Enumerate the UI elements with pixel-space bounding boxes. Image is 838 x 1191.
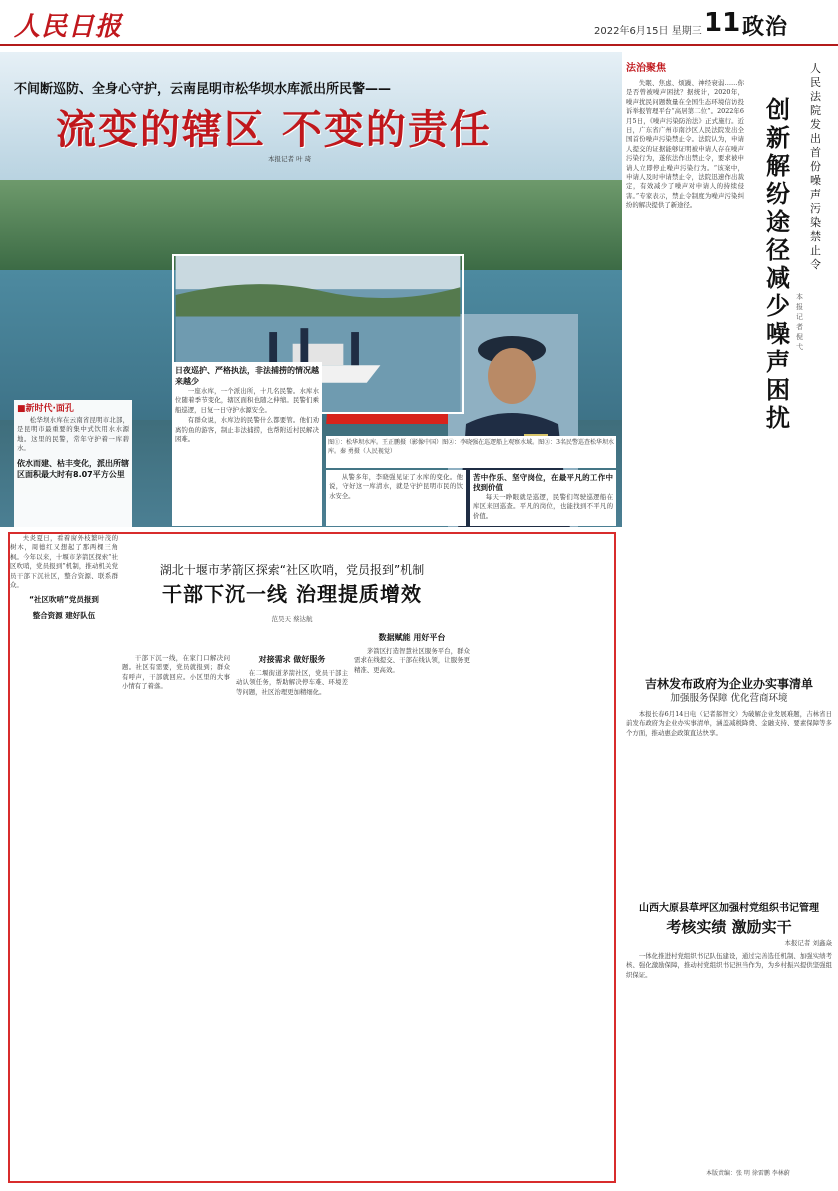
community-body: 干部下沉一线，在家门口解决问题。社区有需要，党员就报到；群众有呼声，干部就回应。小区里的大事小情有了着落。	[122, 654, 230, 691]
page-number: 11	[704, 8, 741, 38]
shanxi-story	[626, 902, 832, 1187]
newspaper-logo: 人民日报	[14, 12, 123, 42]
community-column-b	[236, 654, 348, 1174]
rule-of-law-body: 失眠、焦虑、烦躁、神经衰弱……你是否曾被噪声困扰？据统计，2020年，噪声扰民问题数量在全国生态环境信访投诉举报管理平台“高居第二位”。2022年6月5日，《噪声污染防治法》正式施行。近日，广东省广州市南沙区人民法院发出全国首份噪声污染禁止令。法院认为，申请人提交的证据能够证明被申请人存在噪声污染行为，遂依法作出禁止令，要求被申请人立即停止噪声污染行为。“该案中，申请人及时申请禁止令，法院迅速作出裁定，有效减少了噪声对申请人的持续侵害。”专家表示，禁止令制度为噪声污染纠纷的解决提供了新途径。	[626, 79, 744, 210]
feature-paragraph: 一座水库，一个派出所，十几名民警。水库水位随着季节变化，辖区面积也随之伸缩。民警们乘船巡逻，日复一日守护水源安全。	[175, 387, 319, 414]
feature-column-3	[326, 470, 466, 526]
rule-of-law-byline: 本报记者 倪 弋	[796, 293, 803, 351]
feature-column-1	[14, 400, 132, 527]
jilin-body-wrap	[626, 710, 832, 830]
shanxi-body: 一体化推进村党组织书记队伍建设，通过完善选任机制、加强实绩考核、强化激励保障，推动村党组织书记担当作为，为乡村振兴提供坚强组织保证。	[626, 952, 832, 979]
community-mid-subhead: 对接需求 做好服务	[258, 655, 326, 664]
community-byline: 范昊天 蔡达航	[271, 615, 313, 623]
jilin-story	[626, 676, 832, 856]
rule-of-law-tag: 法治聚焦	[626, 63, 666, 74]
community-title: 干部下沉一线 治理提质增效	[162, 582, 422, 606]
feature-subhead-1: ■新时代·面孔	[17, 404, 74, 414]
feature-paragraph: 从警多年，李晓强见证了水库的变化。他说，守好这一库清水，就是守护昆明市民的饮水安全。	[329, 473, 463, 500]
feature-paragraph: 有群众说，水库边的民警什么都要管。他们劝离钓鱼的游客，制止非法捕捞，也帮附近村民解决困难。	[175, 416, 319, 444]
community-governance-story	[8, 532, 616, 1183]
community-subhead-1: “社区吹哨”党员报到	[29, 595, 99, 605]
feature-byline: 本报记者 叶 琦	[268, 155, 312, 163]
community-right-subhead: 数据赋能 用好平台	[378, 633, 446, 642]
shanxi-title: 山西大原县草坪区加强村党组织书记管理	[639, 903, 819, 914]
feature-subhead-2: 依水而建、枯丰变化，派出所辖区面积最大时有8.07平方公里	[17, 458, 129, 479]
community-body: 茅箭区打造智慧社区服务平台，群众需求在线提交、干部在线认领，让服务更精准、更高效。	[354, 647, 470, 674]
community-column-a	[122, 654, 230, 1174]
feature-kicker: 不间断巡防、全身心守护，云南昆明市松华坝水库派出所民警——	[14, 82, 392, 97]
feature-subhead-3: 日夜巡护、严格执法，非法捕捞的情况越来越少	[175, 366, 319, 386]
rule-of-law-headline	[748, 62, 834, 662]
rule-of-law-title: 创新解纷途径 减少噪声困扰	[766, 96, 790, 432]
rule-of-law-story	[626, 62, 744, 664]
section-title: 政治	[742, 15, 789, 40]
masthead	[0, 0, 838, 46]
shanxi-byline: 本报记者 刘鑫焱	[784, 939, 832, 947]
jilin-subtitle: 加强服务保障 优化营商环境	[670, 693, 788, 704]
community-kicker: 湖北十堰市茅箭区探索“社区吹哨，党员报到”机制	[159, 563, 425, 577]
rule-of-law-kicker: 人民法院发出首份噪声污染禁止令	[810, 62, 821, 271]
shanxi-subtitle: 考核实绩 激励实干	[666, 918, 792, 936]
feature-subhead-4: 苦中作乐、坚守岗位，在最平凡的工作中找到价值	[473, 473, 613, 492]
page-editors: 本版责编：张 明 徐雷鹏 李林蔚	[706, 1170, 790, 1177]
jilin-body: 本报长春6月14日电（记者郝智文）为破解企业发展难题，吉林省日前发布政府为企业办实事清单，涵盖减税降费、金融支持、要素保障等多个方面，推动惠企政策直达快享。	[626, 710, 832, 737]
feature-column-2	[172, 362, 322, 526]
community-body: 在二堰街道茅箭社区，党员干部主动认领任务，帮助解决停车难、环境差等问题，社区治理更加精细化。	[236, 669, 348, 696]
jilin-title: 吉林发布政府为企业办实事清单	[644, 677, 813, 691]
community-left-body: 夫炎夏日，看着窗外枝繁叶茂的树木，周德红又想起了那两棵三角枫。今年以来，十堰市茅箭区探索“社区吹哨，党员报到”机制，推动机关党员干部下沉社区，整合资源、联系群众。	[10, 534, 118, 590]
feature-title: 流变的辖区 不变的责任	[56, 107, 492, 153]
photo-caption: 图①：松华坝水库。王正鹏摄（影像中国）图②：李晓强在巡逻船上观察水域。图③：3名民警巡查松华坝水库。秦 勇摄（人民视觉）	[326, 436, 616, 468]
community-subhead-2: 整合资源 建好队伍	[32, 611, 96, 621]
shanxi-body-wrap	[626, 952, 832, 1152]
feature-column-4	[470, 470, 616, 526]
community-left-column	[10, 534, 118, 1181]
community-column-c	[354, 550, 470, 1174]
feature-paragraph: 每天一睁眼就是巡逻，民警们驾驶巡逻船在库区来回巡查。平凡的岗位，也能找到不平凡的价值。	[473, 493, 613, 520]
feature-paragraph: 松华坝水库在云南省昆明市北部，是昆明市最重要的集中式饮用水水源地。这里的民警，常年守护着一库碧水。	[17, 416, 129, 453]
issue-date: 2022年6月15日 星期三	[594, 26, 702, 37]
